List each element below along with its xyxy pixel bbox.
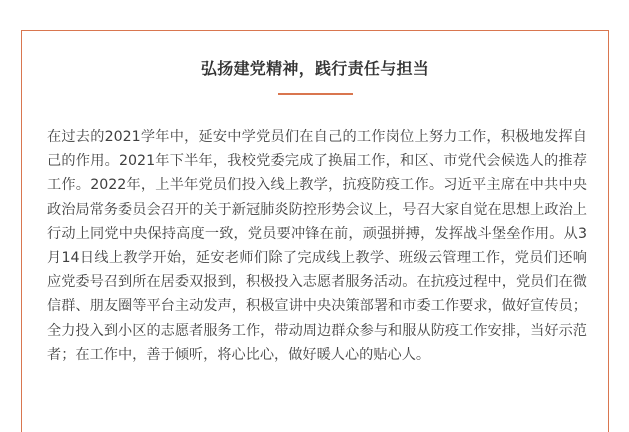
article-card	[21, 30, 609, 432]
article-title: 弘扬建党精神，践行责任与担当	[200, 59, 430, 78]
article-paragraph: 在过去的2021学年中，延安中学党员们在自己的工作岗位上努力工作，积极地发挥自己的作用。2021年下半年，我校党委完成了换届工作，和区、市党代会候选人的推荐工作。2022年，上半年党员们投入线上教学，抗疫防疫工作。习近平主席在中共中央政治局常务委员会召开的关于新冠肺炎防控形势会议上，号召大家自觉在思想上政治上行动上同党中央保持高度一致，党员要冲锋在前，顽强拼搏，发挥战斗堡垒作用。从3月14日线上教学开始，延安老师们除了完成线上教学、班级云管理工作，党员们还响应党委号召到所在居委双报到，积极投入志愿者服务活动。在抗疫过程中，党员们在微信群、朋友圈等平台主动发声，积极宣讲中央决策部署和市委工作要求，做好宣传员；全力投入到小区的志愿者服务工作，带动周边群众参与和服从防疫工作安排，当好示范者；在工作中，善于倾听，将心比心，做好暖人心的贴心人。	[47, 129, 587, 363]
title-divider	[278, 93, 353, 95]
